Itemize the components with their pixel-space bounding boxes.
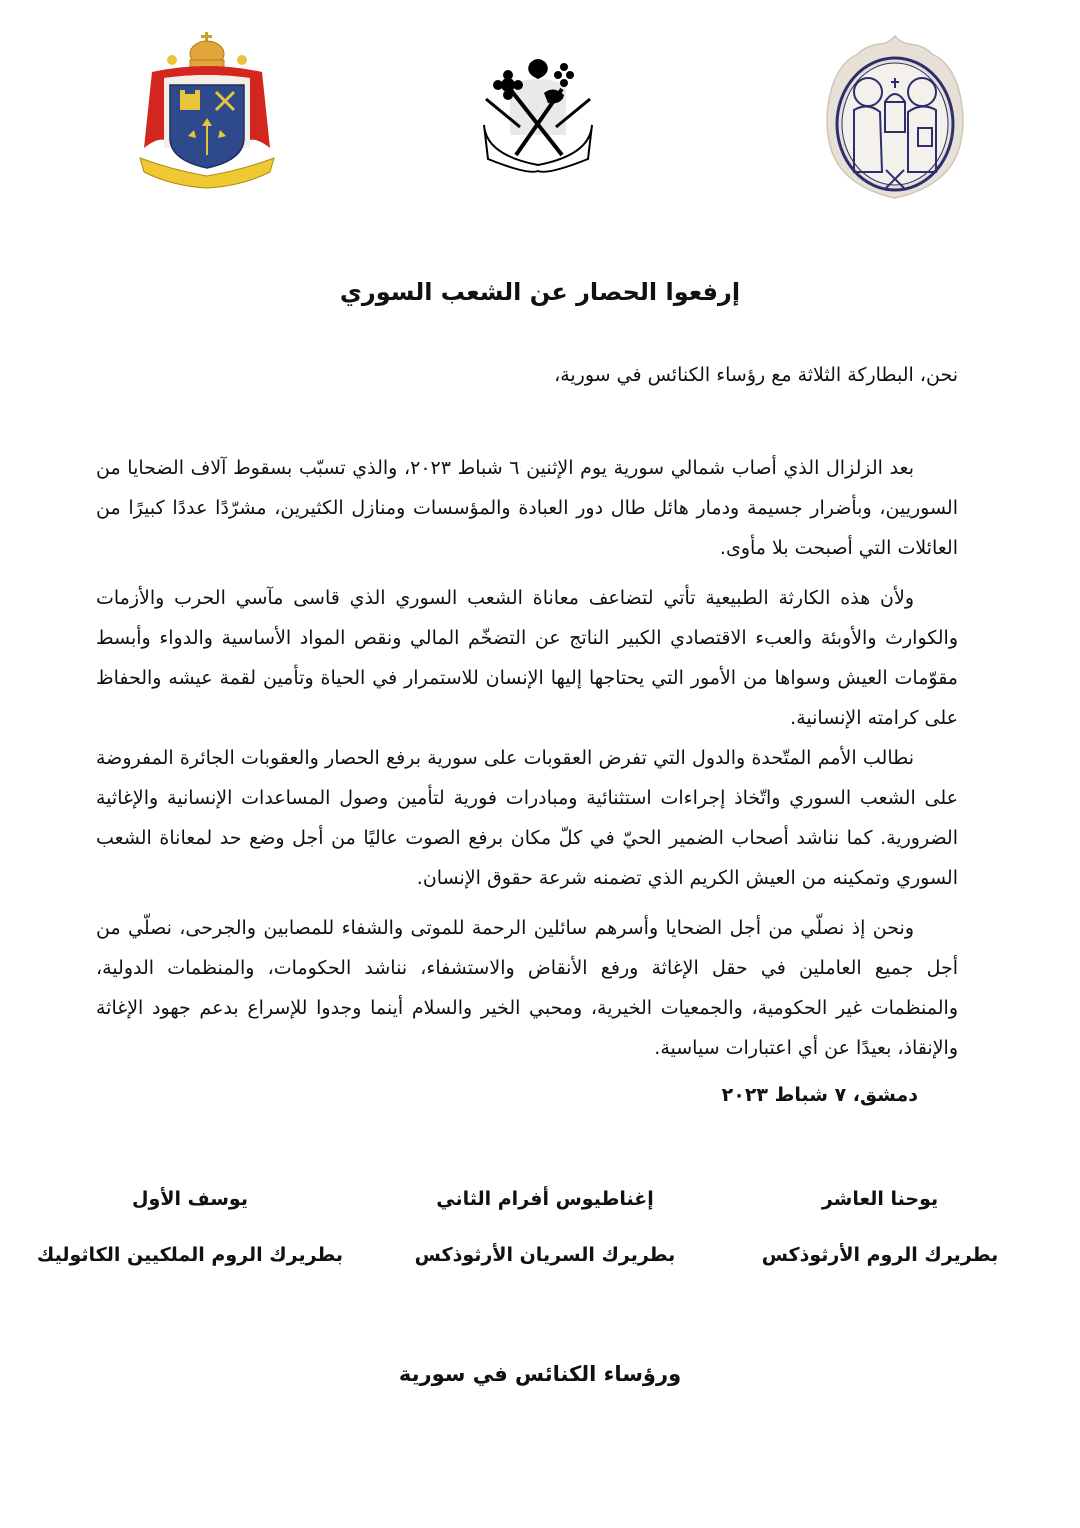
signatory-name: يوسف الأول [132, 1188, 248, 1210]
coat-of-arms-icon [132, 30, 282, 190]
intro-line: نحن، البطاركة الثلاثة مع رؤساء الكنائس في سورية، [554, 364, 958, 386]
signatory-john-x [750, 1188, 1010, 1266]
crossed-keys-icon [478, 55, 598, 175]
footer-church-heads: ورؤساء الكنائس في سورية [398, 1362, 682, 1386]
paragraph-earthquake: بعد الزلزال الذي أصاب شمالي سورية يوم الإثنين ٦ شباط ٢٠٢٣، والذي تسبّب بسقوط آلاف الضحايا من السوريين، وبأضرار جسيمة ودمار هائل طال دور العبادة والمؤسسات ومنازل الكثيرين، مشرّدًا عددًا كبيرًا من العائلات التي أصبحت بلا مأوى. [96, 457, 958, 559]
paragraph-disaster: ولأن هذه الكارثة الطبيعية تأتي لتضاعف معاناة الشعب السوري الذي قاسى مآسي الحرب والأزمات والكوارث والأوبئة والعبء الاقتصادي الكبير الناتج عن التضخّم المالي ونقص المواد الأساسية والدواء وأبسط مقوّمات العيش وسواها من الأمور التي يحتاجها إليها الإنسان للاستمرار في الحياة وتأمين لقمة عيشه والحفاظ على كرامته الإنسانية. [96, 587, 958, 729]
signatory-youssef-i [20, 1188, 360, 1266]
document-title: إرفعوا الحصار عن الشعب السوري [339, 278, 741, 306]
signatory-name: إغناطيوس أفرام الثاني [436, 1188, 654, 1210]
document-date: دمشق، ٧ شباط ٢٠٢٣ [721, 1084, 918, 1106]
signatory-name: يوحنا العاشر [821, 1188, 939, 1210]
syriac-keys-emblem-logo [478, 55, 598, 175]
antioch-patriarchate-seal-logo [810, 32, 980, 202]
signatory-title: بطريرك الروم الملكيين الكاثوليك [36, 1244, 344, 1266]
paragraph-demands: نطالب الأمم المتّحدة والدول التي تفرض العقوبات على سورية برفع الحصار والعقوبات الجائرة المفروضة على الشعب السوري واتّخاذ إجراءات استثنائية ومبادرات فورية لتأمين وصول المساعدات الإنسانية والإغاثية الضرورية. كما نناشد أصحاب الضمير الحيّ في كلّ مكان برفع الصوت عاليًا من أجل وضع حد لمعاناة الشعب السوري وتمكينه من العيش الكريم الذي تضمنه شرعة حقوق الإنسان. [96, 747, 958, 889]
signatory-ignatius-aphrem-ii [400, 1188, 690, 1266]
apostles-seal-icon [810, 32, 980, 202]
paragraph-prayer: ونحن إذ نصلّي من أجل الضحايا وأسرهم سائلين الرحمة للموتى والشفاء للمصابين والجرحى، نصلّي من أجل جميع العاملين في حقل الإغاثة ورفع الأنقاض والاستشفاء، نناشد الحكومات، والمنظمات الدولية، والمنظمات غير الحكومية، والجمعيات الخيرية، ومحبي الخير والسلام أينما وجدوا للإسراع بدعم جهود الإغاثة والإنقاذ، بعيدًا عن أي اعتبارات سياسية. [96, 917, 958, 1059]
signatory-title: بطريرك السريان الأرثوذكس [414, 1244, 676, 1266]
signatory-title: بطريرك الروم الأرثوذكس [761, 1244, 999, 1266]
melkite-coat-of-arms-logo [132, 30, 282, 190]
